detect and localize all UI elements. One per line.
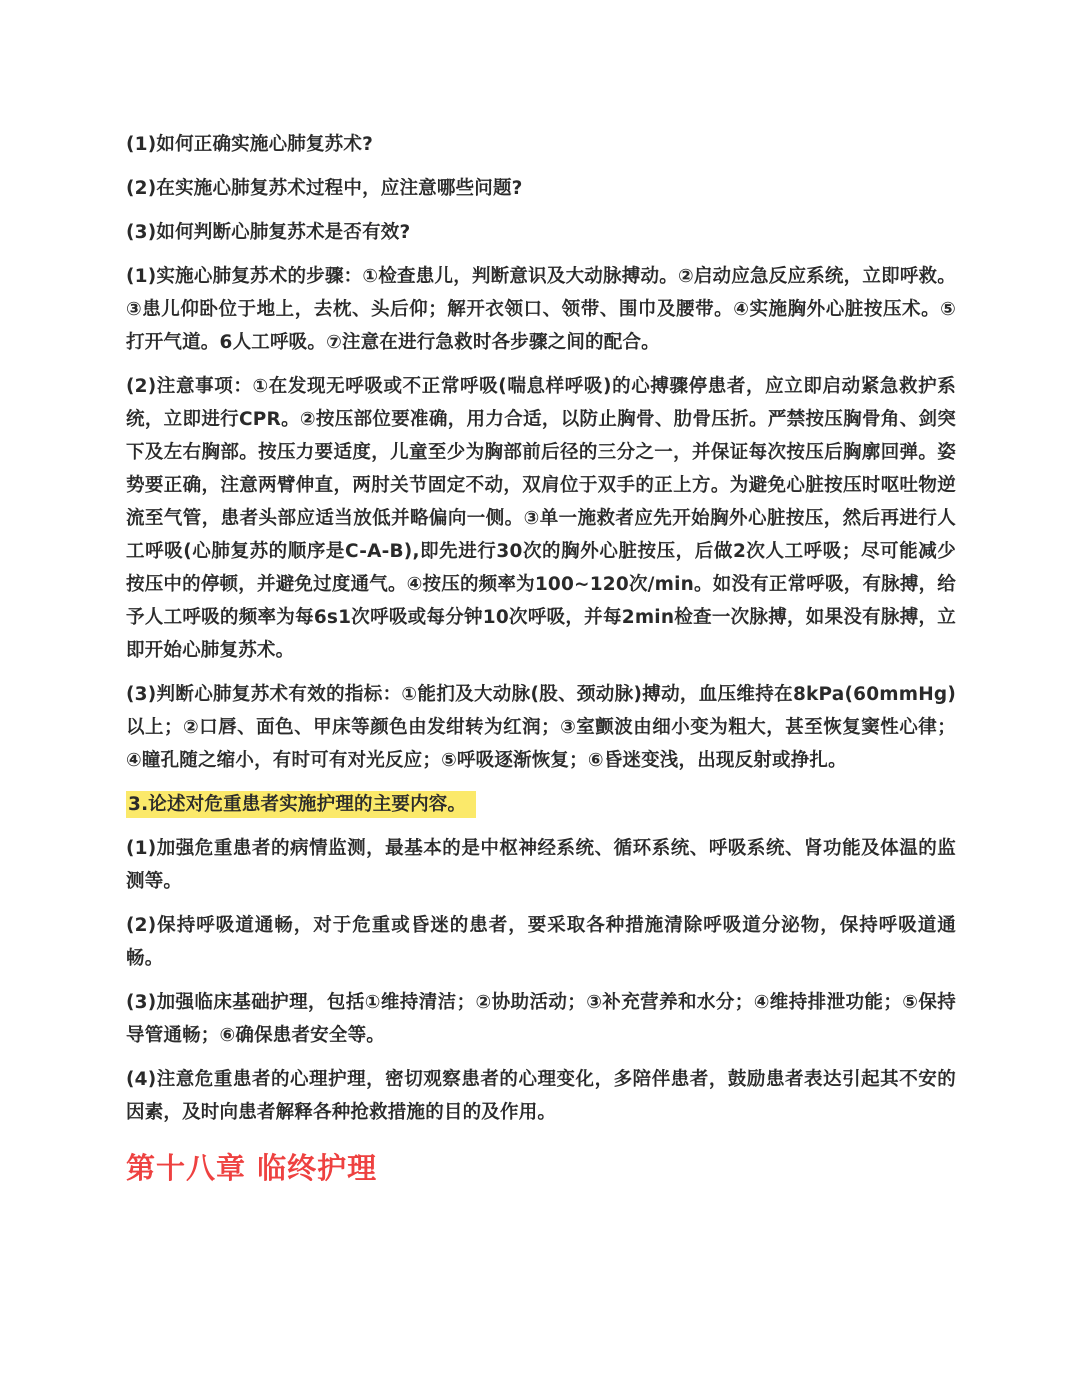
question-1: (1)如何正确实施心肺复苏术? — [126, 134, 374, 155]
answer-1: (1)实施心肺复苏术的步骤：①检查患儿，判断意识及大动脉搏动。②启动应急反应系统，立即呼救。③患儿仰卧位于地上，去枕、头后仰；解开衣领口、领带、围巾及腰带。④实施胸外心脏按压术。⑤打开气道。6人工呼吸。⑦注意在进行急救时各步骤之间的配合。 — [126, 266, 956, 353]
section-3-item-4: (4)注意危重患者的心理护理，密切观察患者的心理变化，多陪伴患者，鼓励患者表达引起其不安的因素，及时向患者解释各种抢救措施的目的及作用。 — [126, 1069, 956, 1123]
chapter-title: 第十八章 临终护理 — [126, 1151, 378, 1185]
section-3-heading: 3.论述对危重患者实施护理的主要内容。 — [126, 791, 476, 818]
section-3-heading-wrap — [126, 788, 956, 821]
document-body — [126, 128, 956, 1187]
question-2: (2)在实施心肺复苏术过程中，应注意哪些问题? — [126, 178, 523, 199]
question-3: (3)如何判断心肺复苏术是否有效? — [126, 222, 411, 243]
answer-2: (2)注意事项：①在发现无呼吸或不正常呼吸(喘息样呼吸)的心搏骤停患者，应立即启动紧急救护系统，立即进行CPR。②按压部位要准确，用力合适，以防止胸骨、肋骨压折。严禁按压胸骨角、剑突下及左右胸部。按压力要适度，儿童至少为胸部前后径的三分之一，并保证每次按压后胸廓回弹。姿势要正确，注意两臂伸直，两肘关节固定不动，双肩位于双手的正上方。为避免心脏按压时呕吐物逆流至气管，患者头部应适当放低并略偏向一侧。③单一施救者应先开始胸外心脏按压，然后再进行人工呼吸(心肺复苏的顺序是C-A-B),即先进行30次的胸外心脏按压，后做2次人工呼吸；尽可能减少按压中的停顿，并避免过度通气。④按压的频率为100~120次/min。如没有正常呼吸，有脉搏，给予人工呼吸的频率为每6s1次呼吸或每分钟10次呼吸，并每2min检查一次脉搏，如果没有脉搏，立即开始心肺复苏术。 — [126, 376, 956, 661]
answer-3: (3)判断心肺复苏术有效的指标：①能扪及大动脉(股、颈动脉)搏动，血压维持在8kPa(60mmHg)以上；②口唇、面色、甲床等颜色由发绀转为红润；③室颤波由细小变为粗大，甚至恢复窦性心律；④瞳孔随之缩小，有时可有对光反应；⑤呼吸逐渐恢复；⑥昏迷变浅，出现反射或挣扎。 — [126, 684, 956, 771]
section-3-item-2: (2)保持呼吸道通畅，对于危重或昏迷的患者，要采取各种措施清除呼吸道分泌物，保持呼吸道通畅。 — [126, 915, 956, 969]
section-3-item-1: (1)加强危重患者的病情监测，最基本的是中枢神经系统、循环系统、呼吸系统、肾功能及体温的监测等。 — [126, 838, 956, 892]
section-3-item-3: (3)加强临床基础护理，包括①维持清洁；②协助活动；③补充营养和水分；④维持排泄功能；⑤保持导管通畅；⑥确保患者安全等。 — [126, 992, 956, 1046]
